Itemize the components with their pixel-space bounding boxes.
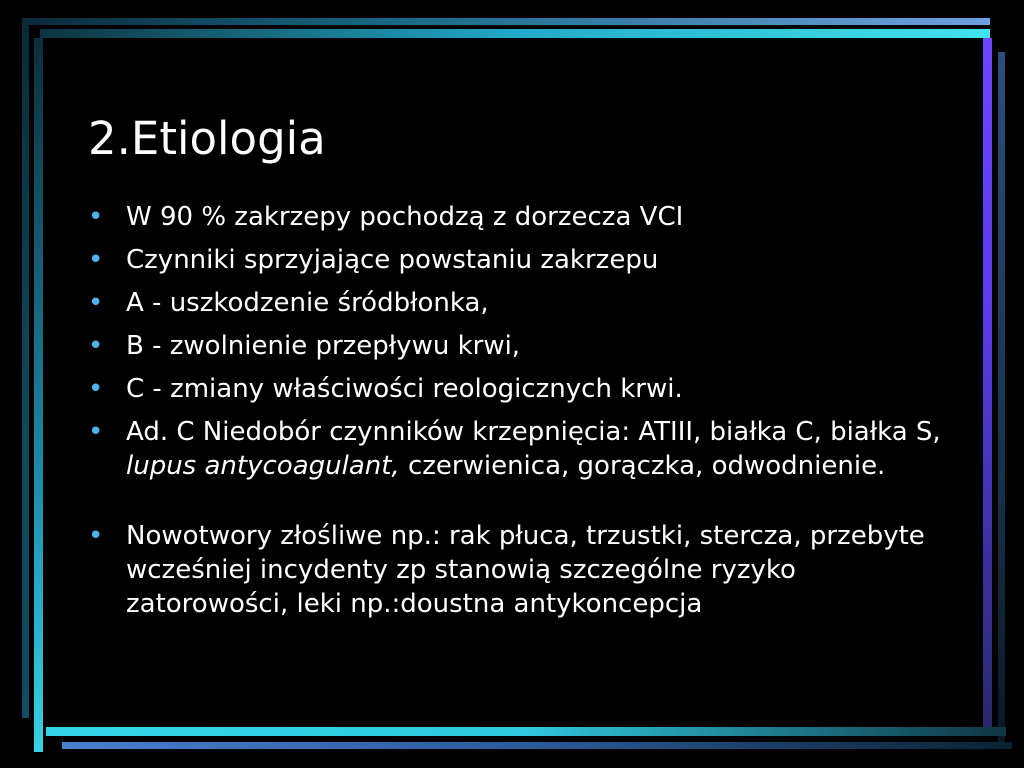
bullet-text: C - zmiany właściwości reologicznych krwi.	[126, 374, 683, 404]
bullet-text-part: czerwienica, gorączka, odwodnienie.	[399, 451, 886, 481]
frame-bar-top-outer	[22, 18, 990, 25]
slide-title: 2.Etiologia	[88, 112, 326, 165]
bullet-text: Nowotwory złośliwe np.: rak płuca, trzustki, stercza, przebyte wcześniej incydenty zp stanowią szczególne ryzyko zatorowości, leki np.:doustna antykoncepcja	[126, 521, 925, 619]
bullet-item	[88, 286, 948, 320]
bullet-text-part: Ad. C Niedobór czynników krzepnięcia: ATIII, białka C, białka S,	[126, 417, 941, 447]
bullet-item	[88, 243, 948, 277]
bullet-item	[88, 329, 948, 363]
bullet-item	[88, 200, 948, 234]
bullet-text: A - uszkodzenie śródbłonka,	[126, 288, 489, 318]
bullet-dot-icon: •	[88, 374, 104, 404]
frame-bar-bottom-inner	[46, 727, 1006, 736]
frame-bar-left-inner	[34, 38, 43, 752]
bullet-item	[88, 372, 948, 406]
bullet-item	[88, 415, 948, 483]
bullet-dot-icon: •	[88, 331, 104, 361]
bullet-text-italic: lupus antycoagulant,	[126, 451, 400, 481]
bullet-dot-icon: •	[88, 521, 104, 551]
frame-bar-right-inner	[983, 38, 992, 728]
frame-bar-right-outer	[998, 52, 1005, 748]
bullet-text	[126, 417, 941, 481]
bullet-dot-icon: •	[88, 245, 104, 275]
frame-bar-bottom-outer	[62, 742, 1012, 749]
bullet-dot-icon: •	[88, 417, 104, 447]
bullet-list	[88, 200, 948, 630]
frame-bar-left-outer	[22, 18, 29, 718]
bullet-dot-icon: •	[88, 288, 104, 318]
bullet-text: B - zwolnienie przepływu krwi,	[126, 331, 521, 361]
bullet-dot-icon: •	[88, 202, 104, 232]
bullet-item	[88, 519, 948, 621]
frame-bar-top-inner	[40, 29, 990, 38]
bullet-text: Czynniki sprzyjające powstaniu zakrzepu	[126, 245, 659, 275]
bullet-text: W 90 % zakrzepy pochodzą z dorzecza VCI	[126, 202, 684, 232]
